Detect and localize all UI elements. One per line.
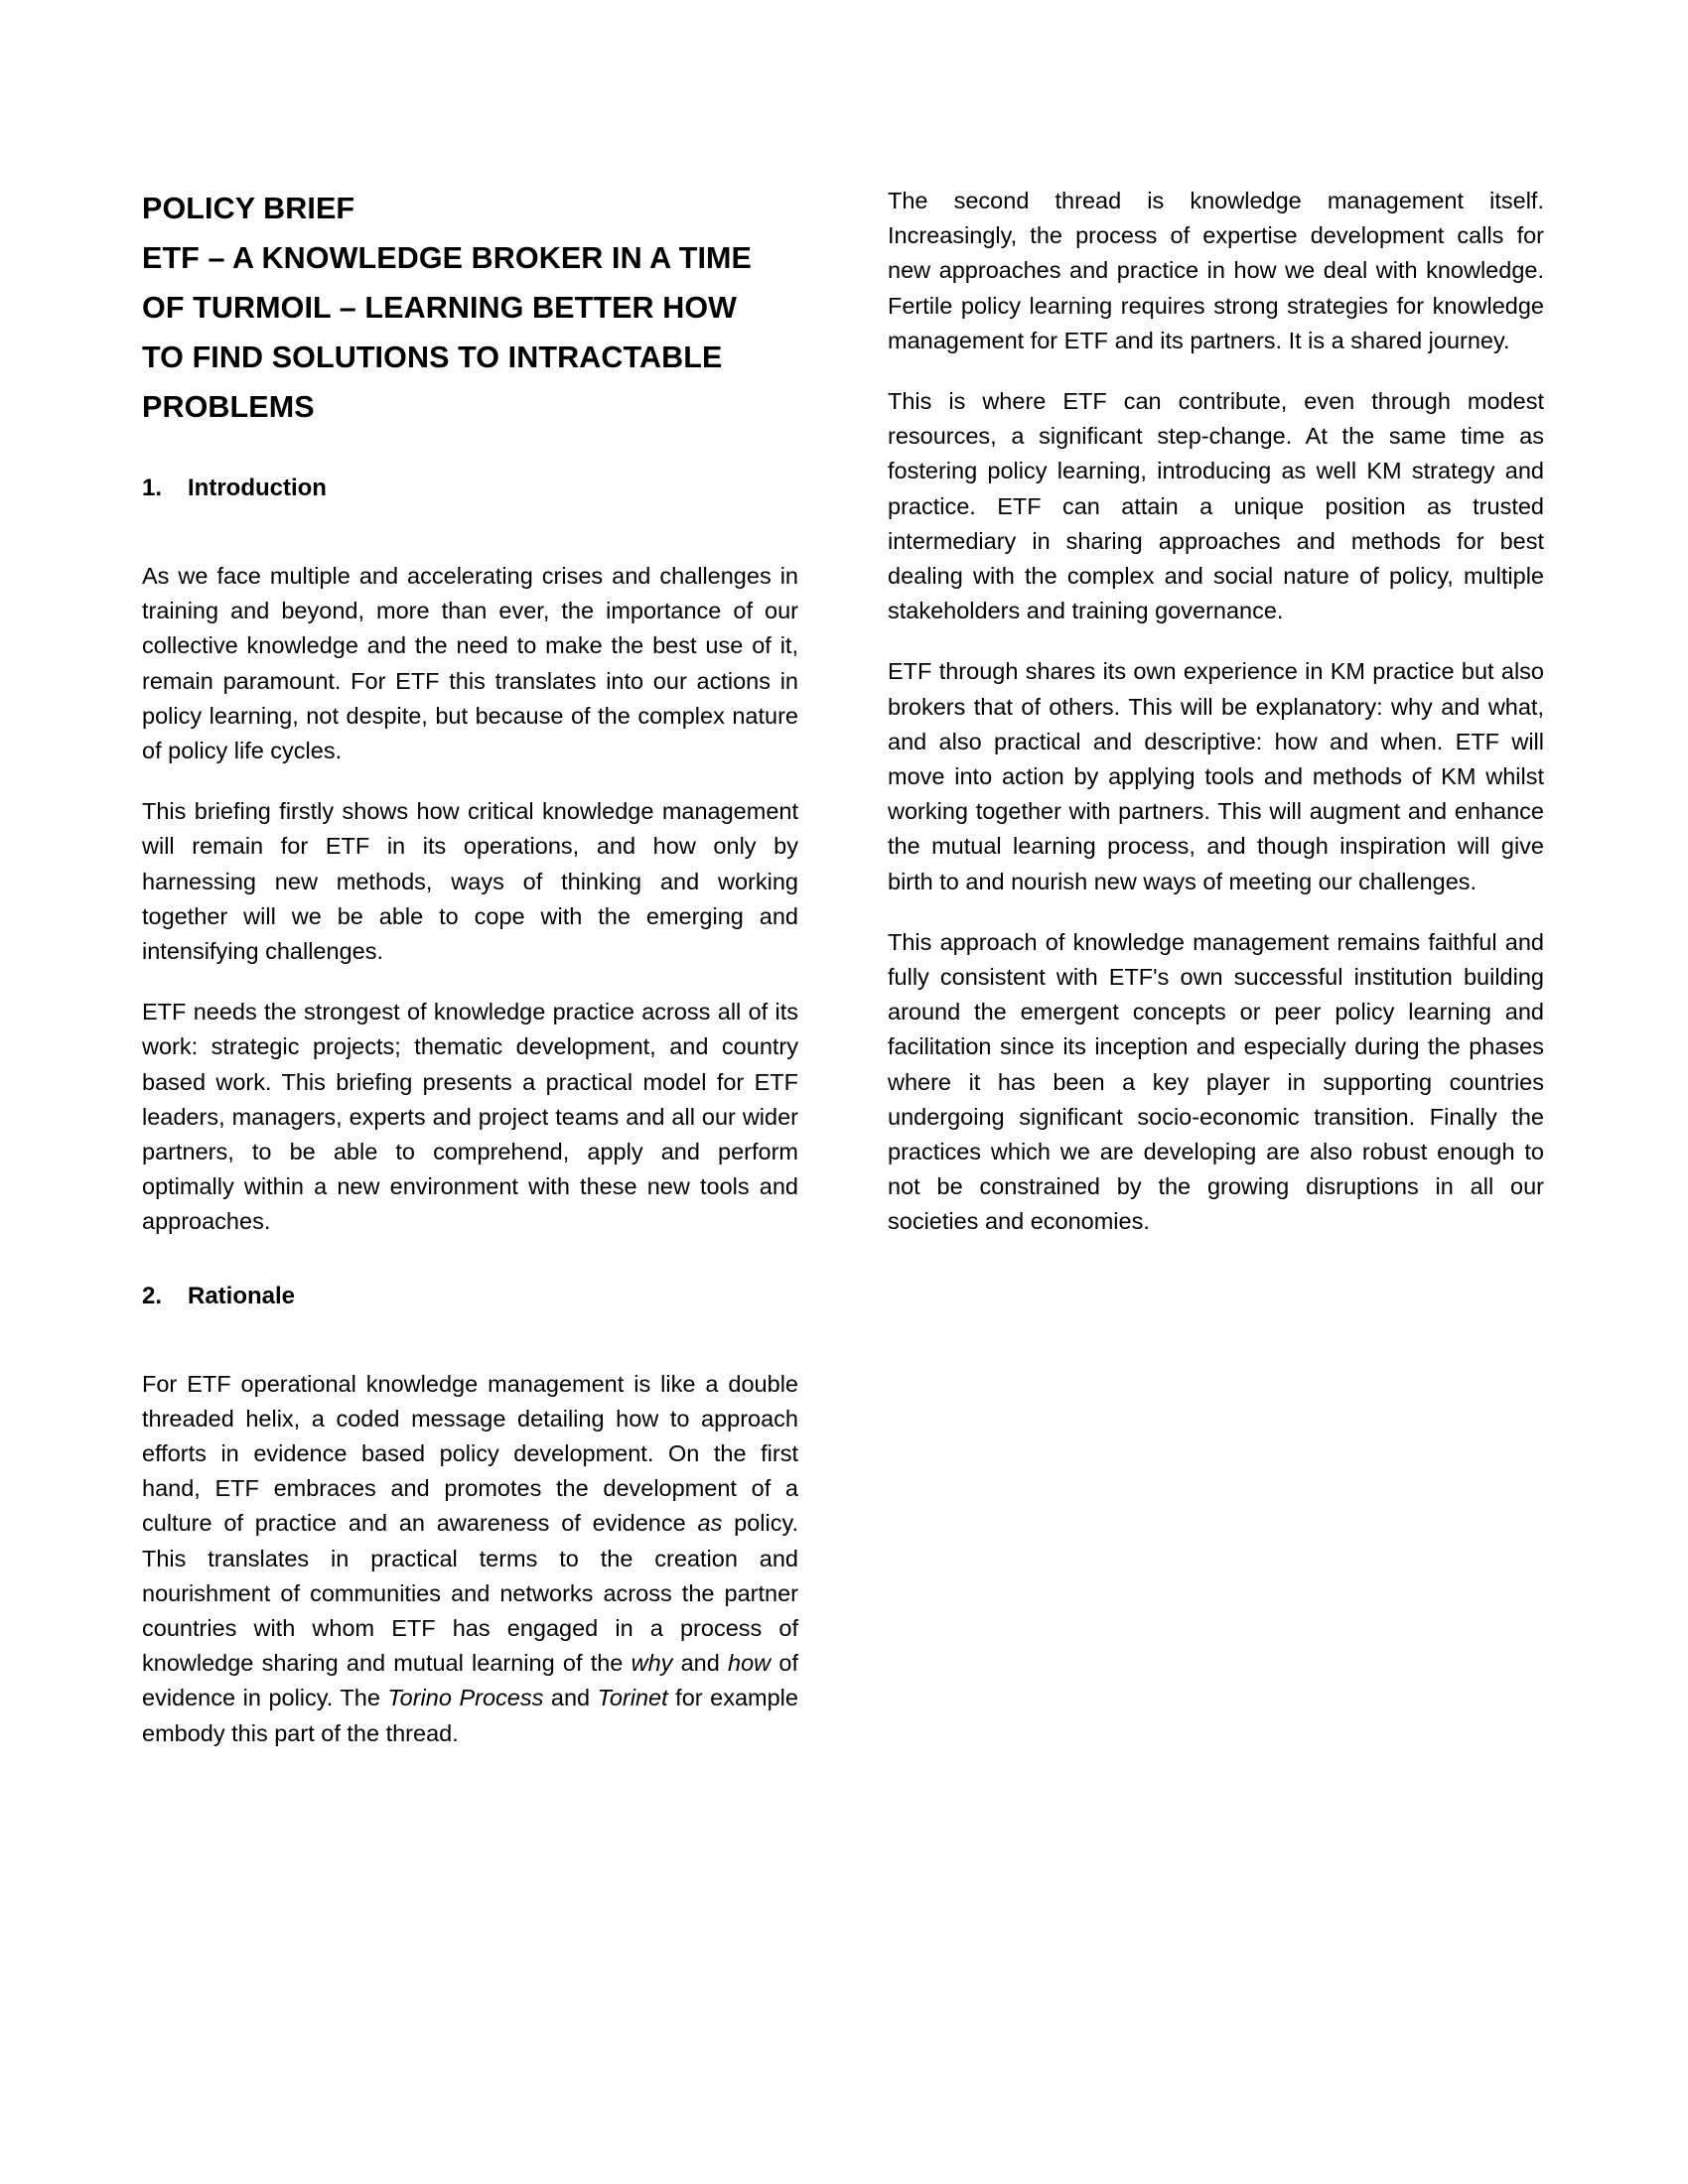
emphasis-torino-process: Torino Process: [387, 1685, 544, 1711]
section-title: Rationale: [188, 1282, 296, 1309]
paragraph-right-1: The second thread is knowledge management itself. Increasingly, the process of expertise development calls for new approaches and practice in how we deal with knowledge. Fertile policy learning requires strong strategies for knowledge management for ETF and its partners. It is a shared journey.: [888, 188, 1544, 353]
paragraph-rationale-1: [142, 1367, 798, 1751]
paragraph-text-segment: of evidence in policy. The: [142, 1650, 798, 1711]
title-line-5: PROBLEMS: [142, 390, 315, 424]
emphasis-as: as: [697, 1510, 723, 1537]
paragraph-intro-1: As we face multiple and accelerating crises and challenges in training and beyond, more than ever, the importance of our collective knowledge and the need to make the best use of it, remain paramount. For ETF this translates into our actions in policy learning, not despite, but because of the complex nature of policy life cycles.: [142, 563, 798, 764]
paragraph-text-segment: for example embody this part of the thread.: [142, 1685, 798, 1746]
paragraph-intro-2: This briefing firstly shows how critical knowledge management will remain for ETF in its operations, and how only by harnessing new methods, ways of thinking and working together will we be able to cope with the emerging and intensifying challenges.: [142, 798, 798, 965]
emphasis-torinet: Torinet: [597, 1685, 668, 1711]
paragraph-right-4: This approach of knowledge management remains faithful and fully consistent with ETF's own successful institution building around the emergent concepts or peer policy learning and facilitation since its inception and especially during the phases where it has been a key player in supporting countries undergoing significant socio-economic transition. Finally the practices which we are developing are also robust enough to not be constrained by the growing disruptions in all our societies and economies.: [888, 928, 1544, 1235]
section-title: Introduction: [188, 475, 327, 501]
paragraph-intro-3: ETF needs the strongest of knowledge practice across all of its work: strategic projects; thematic development, and country based work. This briefing presents a practical model for ETF leaders, managers, experts and project teams and all our wider partners, to be able to comprehend, apply and perform optimally within a new environment with these new tools and approaches.: [142, 999, 798, 1235]
section-heading-rationale: [142, 1280, 798, 1313]
section-number: 1.: [142, 475, 163, 501]
paragraph-right-3: ETF through shares its own experience in KM practice but also brokers that of others. This will be explanatory: why and what, and also practical and descriptive: how and when. ETF will move into action by applying tools and methods of KM whilst working together with partners. This will augment and enhance the mutual learning process, and though inspiration will give birth to and nourish new ways of meeting our challenges.: [888, 658, 1544, 894]
paragraph-text-segment: and: [543, 1685, 598, 1711]
emphasis-why: why: [631, 1650, 673, 1677]
left-column: [142, 184, 798, 1777]
title-line-2: ETF – A KNOWLEDGE BROKER IN A TIME: [142, 241, 752, 275]
section-heading-introduction: [142, 472, 798, 505]
section-number: 2.: [142, 1282, 163, 1309]
right-column: [888, 184, 1544, 1777]
page-title: [142, 184, 798, 432]
two-column-layout: [142, 184, 1544, 1777]
paragraph-text-segment: policy. This translates in practical terms to the creation and nourishment of communities and networks across the partner countries with whom ETF has engaged in a process of knowledge sharing and mutual learning of the: [142, 1510, 798, 1677]
emphasis-how: how: [728, 1650, 772, 1677]
title-line-1: POLICY BRIEF: [142, 192, 355, 225]
paragraph-text-segment: For ETF operational knowledge management is like a double threaded helix, a coded message detailing how to approach efforts in evidence based policy development. On the first hand, ETF embraces and promotes the development of a culture of practice and an awareness of evidence: [142, 1370, 798, 1537]
paragraph-right-2: This is where ETF can contribute, even through modest resources, a significant step-change. At the same time as fostering policy learning, introducing as well KM strategy and practice. ETF can attain a unique position as trusted intermediary in sharing approaches and methods for best dealing with the complex and social nature of policy, multiple stakeholders and training governance.: [888, 388, 1544, 624]
title-line-3: OF TURMOIL – LEARNING BETTER HOW: [142, 291, 738, 325]
paragraph-text-segment: and: [672, 1650, 729, 1677]
title-line-4: TO FIND SOLUTIONS TO INTRACTABLE: [142, 341, 723, 374]
